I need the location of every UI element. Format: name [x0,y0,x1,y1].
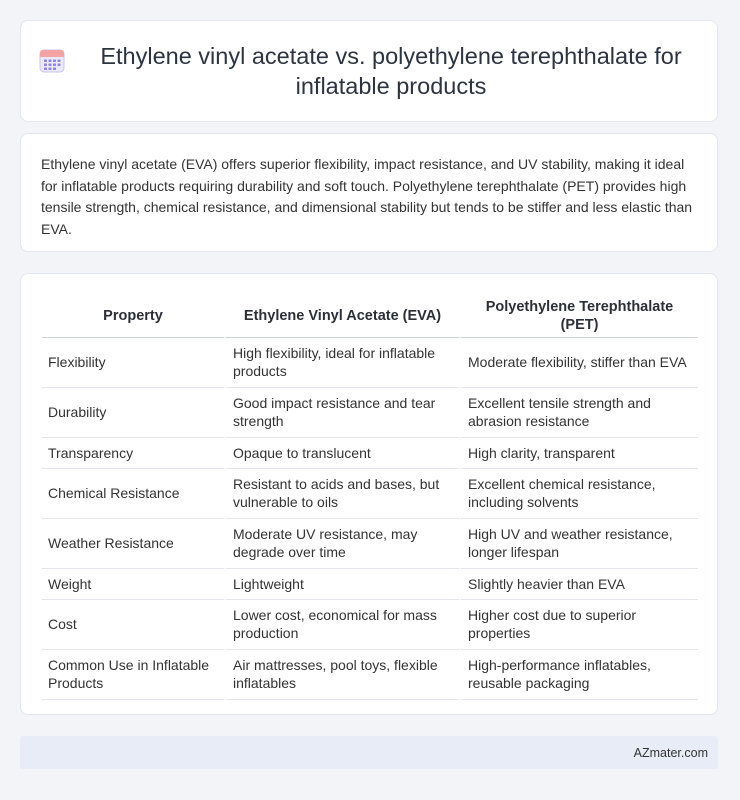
column-header-property: Property [42,294,224,338]
pet-cell: Slightly heavier than EVA [459,569,698,600]
property-cell: Durability [42,388,224,438]
eva-cell: High flexibility, ideal for inflatable products [224,338,459,388]
page-title: Ethylene vinyl acetate vs. polyethylene terephthalate for inflatable products [100,43,682,99]
eva-cell: Lower cost, economical for mass production [224,600,459,650]
property-cell: Transparency [42,438,224,469]
property-cell: Cost [42,600,224,650]
property-cell: Weather Resistance [42,519,224,569]
pet-cell: Excellent chemical resistance, including solvents [459,469,698,519]
table-row [42,469,698,519]
eva-cell: Resistant to acids and bases, but vulnerable to oils [224,469,459,519]
eva-cell: Lightweight [224,569,459,600]
brand-label[interactable]: AZmater.com [633,745,708,760]
pet-cell: Higher cost due to superior properties [459,600,698,650]
title-card [20,20,718,122]
eva-cell: Good impact resistance and tear strength [224,388,459,438]
table-row [42,338,698,388]
property-cell: Chemical Resistance [42,469,224,519]
pet-cell: High-performance inflatables, reusable packaging [459,650,698,700]
pet-cell: High UV and weather resistance, longer lifespan [459,519,698,569]
eva-cell: Moderate UV resistance, may degrade over time [224,519,459,569]
table-row [42,438,698,469]
pet-cell: Moderate flexibility, stiffer than EVA [459,338,698,388]
table-row [42,600,698,650]
pet-cell: High clarity, transparent [459,438,698,469]
property-cell: Flexibility [42,338,224,388]
comparison-table [42,294,698,700]
title-wrap [39,41,699,101]
table-row [42,650,698,700]
property-cell: Common Use in Inflatable Products [42,650,224,700]
column-header-pet: Polyethylene Terephthalate (PET) [459,294,698,338]
summary-card [20,133,718,252]
pet-cell: Excellent tensile strength and abrasion resistance [459,388,698,438]
footer [20,736,718,769]
table-header-row [42,294,698,338]
table-row [42,569,698,600]
property-cell: Weight [42,569,224,600]
column-header-eva: Ethylene Vinyl Acetate (EVA) [224,294,459,338]
eva-cell: Opaque to translucent [224,438,459,469]
comparison-card [20,273,718,715]
summary-text: Ethylene vinyl acetate (EVA) offers superior flexibility, impact resistance, and UV stability, making it ideal for inflatable products requiring durability and soft touch. Polyethylene terephthalate (PET) provides high tensile strength, chemical resistance, and dimensional stability but tends to be stiffer and less elastic than EVA. [41,156,693,237]
eva-cell: Air mattresses, pool toys, flexible inflatables [224,650,459,700]
calendar-icon [39,47,65,73]
table-row [42,388,698,438]
table-row [42,519,698,569]
